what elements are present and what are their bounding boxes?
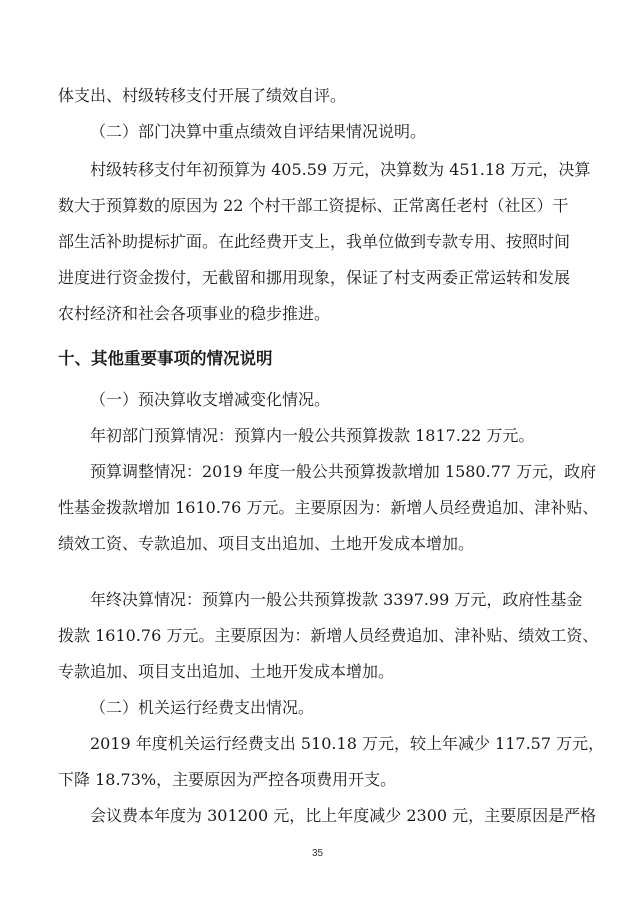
paragraph-line: 体支出、村级转移支付开展了绩效自评。 [58,86,347,105]
subsection-heading: （一）预决算收支增减变化情况。 [90,390,331,409]
paragraph-line: 性基金拨款增加 1610.76 万元。主要原因为：新增人员经费追加、津补贴、 [58,498,599,517]
page-number: 35 [311,848,324,859]
paragraph-line: 年终决算情况：预算内一般公共预算拨款 3397.99 万元，政府性基金 [90,590,583,609]
subsection-heading: （二）机关运行经费支出情况。 [90,698,315,717]
paragraph-line: 专款追加、项目支出追加、土地开发成本增加。 [58,662,395,681]
section-heading: 十、其他重要事项的情况说明 [58,349,273,368]
paragraph-line: 农村经济和社会各项事业的稳步推进。 [58,304,331,323]
paragraph-line: 部生活补助提标扩面。在此经费开支上，我单位做到专款专用、按照时间 [58,232,571,251]
paragraph-line: 村级转移支付年初预算为 405.59 万元，决算数为 451.18 万元，决算 [90,160,591,179]
paragraph-line: 2019 年度机关运行经费支出 510.18 万元，较上年减少 117.57 万元， [90,734,605,753]
paragraph-line: 拨款 1610.76 万元。主要原因为：新增人员经费追加、津补贴、绩效工资、 [58,626,599,645]
paragraph-line: 会议费本年度为 301200 元，比上年度减少 2300 元，主要原因是严格 [90,806,597,825]
paragraph-line: 数大于预算数的原因为 22 个村干部工资提标、正常离任老村（社区）干 [58,196,569,215]
paragraph-line: 年初部门预算情况：预算内一般公共预算拨款 1817.22 万元。 [90,426,535,445]
subsection-heading: （二）部门决算中重点绩效自评结果情况说明。 [90,122,427,141]
paragraph-line: 下降 18.73%，主要原因为严控各项费用开支。 [58,770,397,789]
paragraph-line: 预算调整情况：2019 年度一般公共预算拨款增加 1580.77 万元，政府 [90,462,597,481]
paragraph-line: 绩效工资、专款追加、项目支出追加、土地开发成本增加。 [58,534,475,553]
paragraph-line: 进度进行资金拨付，无截留和挪用现象，保证了村支两委正常运转和发展 [58,268,571,287]
